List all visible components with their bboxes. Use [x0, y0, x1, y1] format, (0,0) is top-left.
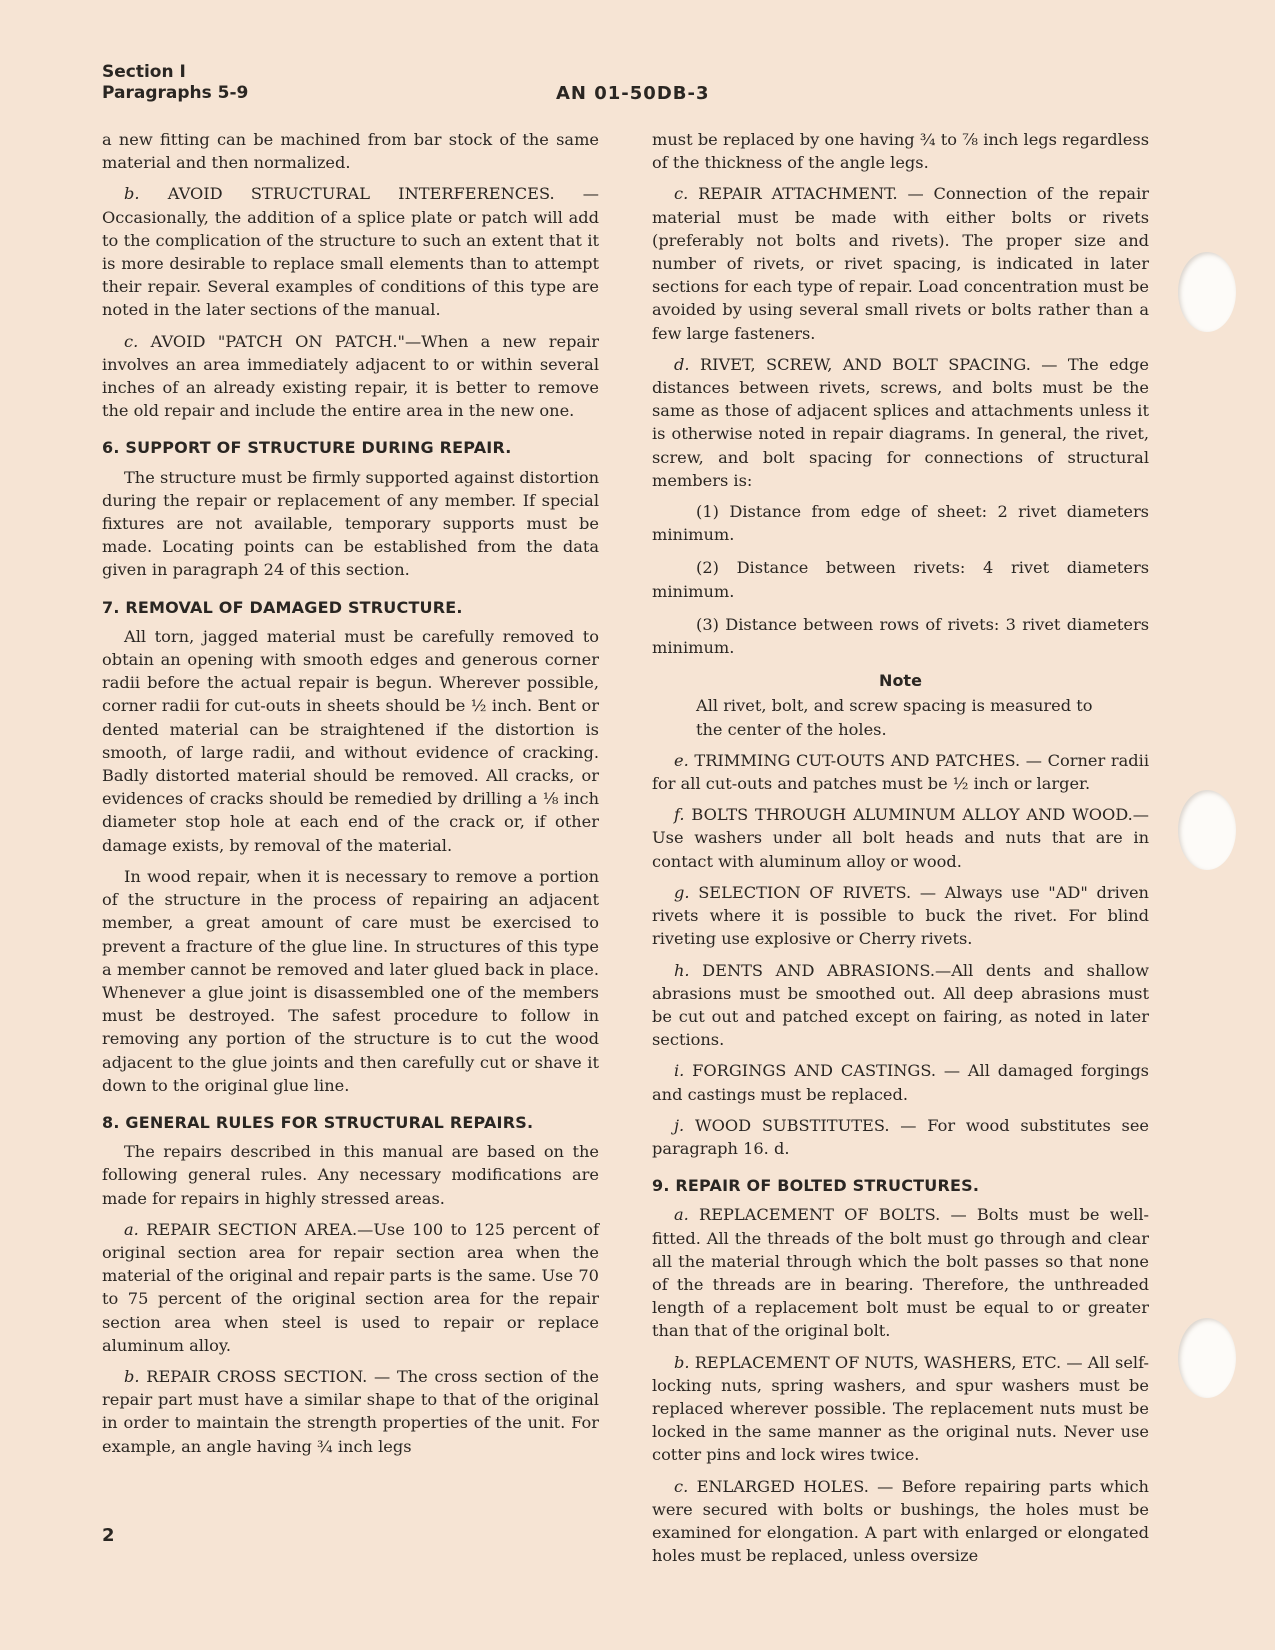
- item-text: DENTS AND ABRASIONS.—All dents and shallow abrasions must be smoothed out. All deep abrasions must be cut out and patched except on fairing, as noted in later sections.: [652, 960, 1149, 1050]
- item-text: FORGINGS AND CASTINGS. — All damaged forgings and castings must be replaced.: [652, 1061, 1149, 1104]
- item-letter: d.: [674, 354, 690, 374]
- section-heading: 6. SUPPORT OF STRUCTURE DURING REPAIR.: [102, 438, 512, 458]
- paragraph: The repairs described in this manual are based on the following general rules. Any necessary modifications are made for repairs in highly stressed areas.: [102, 1142, 599, 1208]
- right-column: [652, 128, 1149, 1575]
- paragraphs-label: Paragraphs 5-9: [102, 83, 249, 103]
- list-item: (1) Distance from edge of sheet: 2 rivet diameters minimum.: [652, 502, 1149, 545]
- item-letter: g.: [674, 882, 690, 902]
- binder-hole: [1178, 252, 1236, 332]
- item-text: AVOID "PATCH ON PATCH."—When a new repair involves an area immediately adjacent to or within several inches of an already existing repair, it is better to remove the old repair and include the entire area in the new one.: [102, 331, 599, 421]
- section-label: Section I: [102, 62, 186, 82]
- item-letter: c.: [674, 1476, 689, 1496]
- paragraph: All torn, jagged material must be carefully removed to obtain an opening with smooth edges and generous corner radii before the actual repair is begun. Wherever possible, corner radii for cut-outs in sheets should be ½ inch. Bent or dented material can be straightened if the distortion is smooth, of large radii, and without evidence of cracking. Badly distorted material should be removed. All cracks, or evidences of cracks should be remedied by drilling a ⅛ inch diameter stop hole at each end of the crack or, if other damage exists, by removal of the material.: [102, 626, 599, 855]
- section-heading: 8. GENERAL RULES FOR STRUCTURAL REPAIRS.: [102, 1112, 534, 1132]
- item-letter: c.: [124, 331, 139, 351]
- paragraph: [652, 182, 1149, 344]
- note-text: All rivet, bolt, and screw spacing is measured to the center of the holes.: [696, 696, 1093, 739]
- item-text: TRIMMING CUT-OUTS AND PATCHES. — Corner radii for all cut-outs and patches must be ½ inch or larger.: [652, 750, 1149, 794]
- paragraph: [102, 330, 599, 423]
- paragraph: must be replaced by one having ¾ to ⅞ inch legs regardless of the thickness of the angle legs.: [652, 130, 1149, 173]
- item-text: REPLACEMENT OF NUTS, WASHERS, ETC. — All self-locking nuts, spring washers, and spur washers must be replaced wherever possible. The replacement nuts must be locked in the same manner as the original nuts. Never use cotter pins and lock wires twice.: [652, 1352, 1149, 1465]
- item-letter: b.: [674, 1352, 690, 1372]
- item-letter: b.: [124, 184, 140, 204]
- list-item: (3) Distance between rows of rivets: 3 rivet diameters minimum.: [652, 614, 1149, 658]
- left-column: [102, 128, 599, 1466]
- item-letter: b.: [124, 1366, 140, 1386]
- paragraph: [652, 1114, 1149, 1160]
- item-letter: c.: [674, 184, 689, 204]
- page-number: 2: [102, 1525, 115, 1546]
- paragraph: [652, 1351, 1149, 1467]
- item-letter: f.: [674, 805, 685, 825]
- paragraph: [652, 1475, 1149, 1568]
- binder-hole: [1178, 1318, 1236, 1398]
- paragraph: [652, 353, 1149, 492]
- item-letter: i.: [674, 1061, 685, 1081]
- paragraph: [652, 1059, 1149, 1105]
- binder-hole: [1178, 790, 1236, 870]
- paragraph: [102, 1218, 599, 1357]
- note-heading: Note: [879, 671, 922, 691]
- item-text: REPAIR SECTION AREA.—Use 100 to 125 percent of original section area for repair section area when the material of the original and repair parts is the same. Use 70 to 75 percent of the original section area for the repair section area when steel is used to repair or replace aluminum alloy.: [102, 1219, 599, 1355]
- item-text: REPLACEMENT OF BOLTS. — Bolts must be well-fitted. All the threads of the bolt must go through and clear all the material through which the bolt passes so that none of the threads are in bearing. Therefore, the unthreaded length of a replacement bolt must be equal to or greater than that of the original bolt.: [652, 1205, 1149, 1341]
- paragraph: [652, 749, 1149, 795]
- paragraph: [102, 182, 599, 321]
- paragraph: [652, 803, 1149, 873]
- item-letter: h.: [674, 960, 690, 980]
- paragraph: [652, 959, 1149, 1052]
- section-heading: 7. REMOVAL OF DAMAGED STRUCTURE.: [102, 597, 463, 617]
- paragraph: [652, 881, 1149, 951]
- item-text: WOOD SUBSTITUTES. — For wood substitutes see paragraph 16. d.: [652, 1115, 1149, 1158]
- section-heading: 9. REPAIR OF BOLTED STRUCTURES.: [652, 1176, 980, 1196]
- paragraph: a new fitting can be machined from bar stock of the same material and then normalized.: [102, 130, 599, 173]
- item-text: REPAIR ATTACHMENT. — Connection of the repair material must be made with either bolts or rivets (preferably not bolts and rivets). The proper size and number of rivets, or rivet spacing, is indicated in later sections for each type of repair. Load concentration must be avoided by using several small rivets or bolts rather than a few large fasteners.: [652, 184, 1149, 343]
- item-text: SELECTION OF RIVETS. — Always use "AD" driven rivets where it is possible to buck the rivet. For blind riveting use explosive or Cherry rivets.: [652, 882, 1149, 949]
- list-item: (2) Distance between rivets: 4 rivet diameters minimum.: [652, 558, 1149, 601]
- item-text: BOLTS THROUGH ALUMINUM ALLOY AND WOOD.—Use washers under all bolt heads and nuts that are in contact with aluminum alloy or wood.: [652, 805, 1149, 871]
- item-text: RIVET, SCREW, AND BOLT SPACING. — The edge distances between rivets, screws, and bolts must be the same as those of adjacent splices and attachments unless it is otherwise noted in repair diagrams. In general, the rivet, screw, and bolt spacing for connections of structural members is:: [652, 354, 1149, 490]
- paragraph: [102, 1365, 599, 1458]
- item-text: REPAIR CROSS SECTION. — The cross section of the repair part must have a similar shape to that of the original in order to maintain the strength properties of the unit. For example, an angle having ¾ inch legs: [102, 1366, 599, 1456]
- document-id: AN 01-50DB-3: [556, 83, 710, 104]
- paragraph: In wood repair, when it is necessary to remove a portion of the structure in the process of repairing an adjacent member, a great amount of care must be exercised to prevent a fracture of the glue line. In structures of this type a member cannot be removed and later glued back in place. Whenever a glue joint is disassembled one of the members must be destroyed. The safest procedure to follow in removing any portion of the structure is to cut the wood adjacent to the glue joints and then carefully cut or shave it down to the original glue line.: [102, 866, 599, 1095]
- item-text: ENLARGED HOLES. — Before repairing parts which were secured with bolts or bushings, the holes must be examined for elongation. A part with enlarged or elongated holes must be replaced, unless oversize: [652, 1476, 1149, 1566]
- paragraph: The structure must be firmly supported against distortion during the repair or replacement of any member. If special fixtures are not available, temporary supports must be made. Locating points can be established from the data given in paragraph 24 of this section.: [102, 467, 600, 580]
- item-letter: a.: [124, 1219, 139, 1239]
- item-letter: j.: [674, 1115, 685, 1135]
- item-text: AVOID STRUCTURAL INTERFERENCES. — Occasionally, the addition of a splice plate or patch will add to the complication of the structure to such an extent that it is more desirable to replace small elements than to attempt their repair. Several examples of conditions of this type are noted in the later sections of the manual.: [102, 184, 599, 320]
- item-letter: a.: [674, 1205, 689, 1225]
- paragraph: [652, 1203, 1149, 1342]
- section-header: [102, 62, 248, 104]
- item-letter: e.: [674, 750, 689, 770]
